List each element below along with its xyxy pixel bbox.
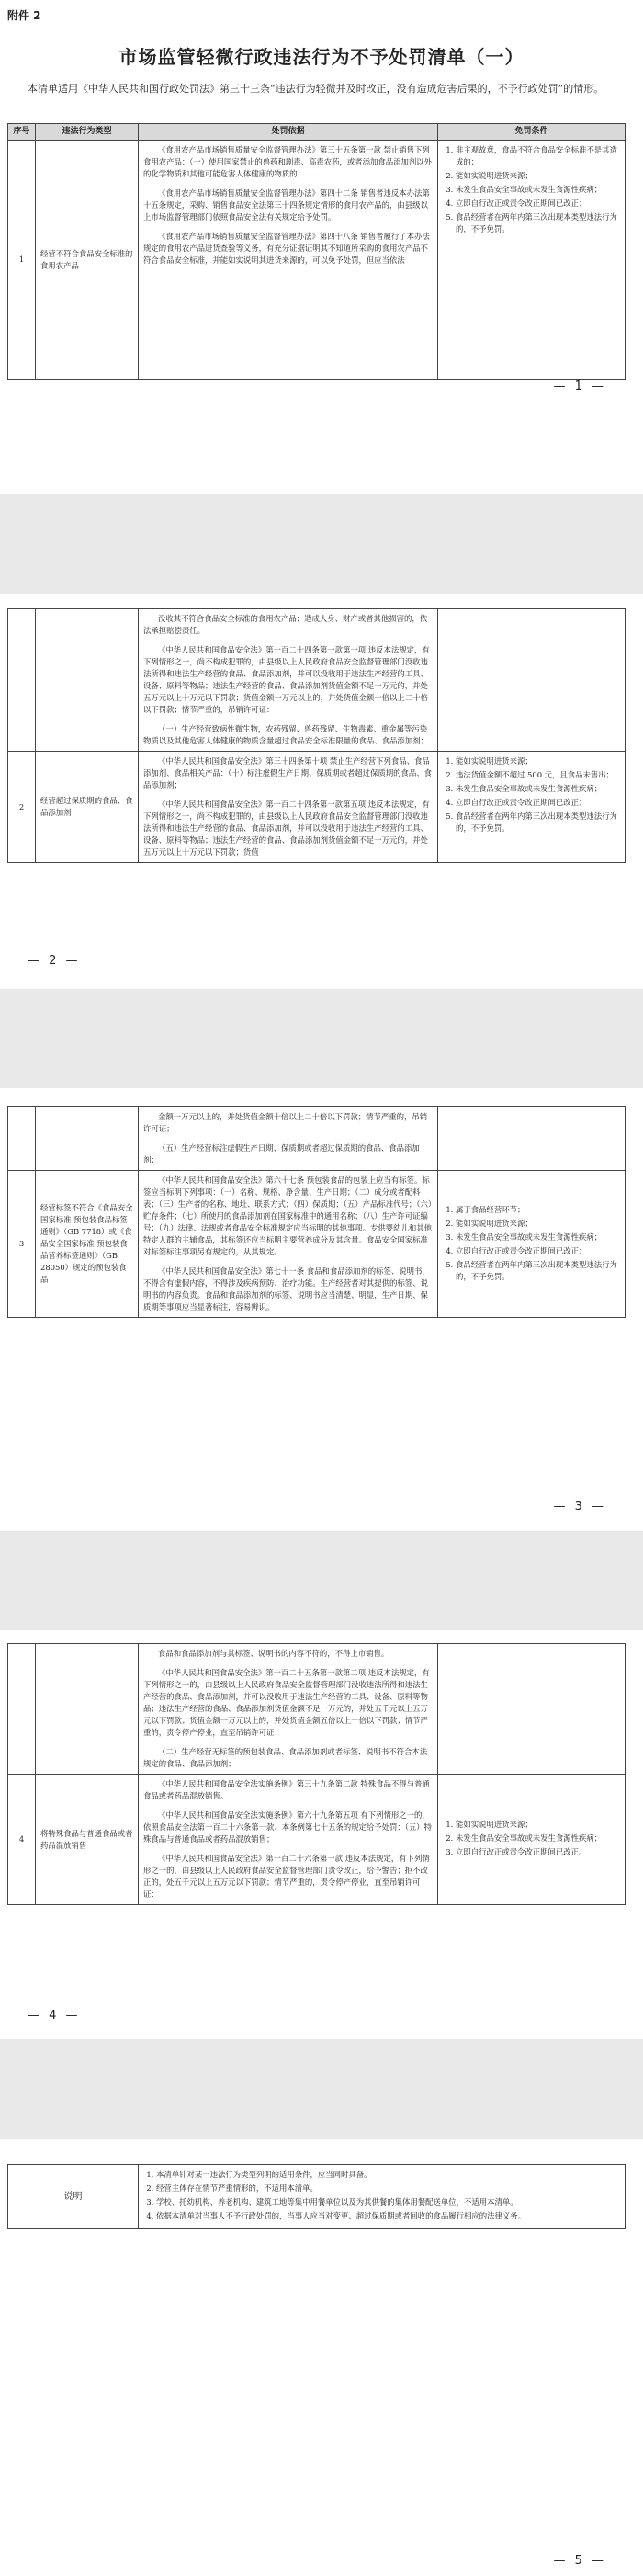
page-number: — 5 — — [553, 2554, 606, 2568]
header-no: 序号 — [8, 124, 36, 141]
basis-paragraph: 《中华人民共和国食品安全法》第七十一条 食品和食品添加剂的标签、说明书，不得含有虚假内容，不得涉及疾病预防、治疗功能。生产经营者对其提供的标签、说明书的内容负责。食品和食品添加剂的标签、说明书应当清楚、明显，生产日期、保质期等事项应当显著标注，容易辨识。 — [143, 1266, 430, 1311]
violation-type: 经营不符合食品安全标准的食用农产品 — [36, 141, 139, 380]
page-gap — [0, 2039, 643, 2139]
basis-paragraph: （一）生产经营致病性微生物，农药残留、兽药残留、生物毒素、重金属等污染物质以及其他危害人体健康的物质含量超过食品安全标准限量的食品、食品添加剂； — [143, 724, 428, 745]
penalty-table-page-3 — [7, 1106, 626, 1318]
table-row — [8, 752, 626, 863]
basis-paragraph: 《中华人民共和国食品安全法》第三十四条第十项 禁止生产经营下列食品、食品添加剂、食品相关产品：（十）标注虚假生产日期、保质期或者超过保质期的食品、食品添加剂； — [143, 756, 433, 789]
condition-item: 5. 食品经营者在两年内第三次出现本类型违法行为的，不予免罚。 — [456, 211, 620, 235]
notes-row — [8, 2165, 626, 2229]
page-gap — [0, 494, 643, 594]
violation-type: 将特殊食品与普通食品或者药品混放销售 — [36, 1775, 139, 1905]
penalty-basis — [139, 1171, 438, 1318]
penalty-basis — [139, 1775, 438, 1905]
table-row-continued — [8, 1107, 626, 1171]
row-number: 2 — [8, 752, 36, 863]
page-2 — [0, 594, 643, 989]
condition-item: 2. 未发生食品安全事故或未发生食源性疾病； — [456, 1833, 620, 1844]
table-row-continued — [8, 609, 626, 752]
basis-paragraph: 《中华人民共和国食品安全法》第一百二十四条第一款第五项 违反本法规定，有下列情形之一，尚不构成犯罪的，由县级以上人民政府食品安全监督管理部门没收违法所得和违法生产经营的食品、食品添加剂，并可以没收用于违法生产经营的工具、设备、原料等物品；违法生产经营的食品、食品添加剂货值金额不足一万元的，并处五万元以上十万元以下罚款；货值 — [143, 800, 430, 857]
attachment-label: 附件 2 — [7, 9, 41, 22]
page-5 — [0, 2139, 643, 2576]
penalty-table-page-4 — [7, 1643, 626, 1905]
basis-paragraph: 《中华人民共和国食品安全法实施条例》第三十九条第二款 特殊食品不得与普通食品或者药品混放销售。 — [143, 1779, 430, 1800]
row-number: 1 — [8, 141, 36, 380]
note-item: 1. 本清单针对某一违法行为类型列明的适用条件，应当同时具备。 — [156, 2169, 620, 2181]
notes-label: 说明 — [8, 2165, 139, 2229]
row-number: 4 — [8, 1775, 36, 1905]
intro-paragraph: 本清单适用《中华人民共和国行政处罚法》第三十三条“违法行为轻微并及时改正，没有造成危害后果的，不予行政处罚”的情形。 — [28, 83, 604, 95]
page-gap — [0, 1531, 643, 1630]
basis-paragraph: 没收其不符合食品安全标准的食用农产品；造成人身、财产或者其他损害的，依法承担赔偿责任。 — [143, 614, 428, 635]
condition-item: 2. 能如实说明进货来源； — [456, 1218, 620, 1230]
basis-paragraph: 《中华人民共和国食品安全法》第一百二十五条第一款第二项 违反本法规定，有下列情形之一的，由县级以上人民政府食品安全监督管理部门没收违法所得和违法生产经营的食品、食品添加剂，并可以没收用于违法生产经营的工具、设备、原料等物品；违法生产经营的食品、食品添加剂货值金额不足一万元的，并处五千元以上五万元以下罚款；货值金额一万元以上的，并处货值金额五倍以上十倍以下罚款；情节严重的，责令停产停业，直至吊销许可证： — [143, 1668, 430, 1737]
row-number: 3 — [8, 1171, 36, 1318]
condition-item: 1. 属于食品经营环节； — [456, 1204, 620, 1216]
basis-paragraph: 《食用农产品市场销售质量安全监督管理办法》第三十五条第一款 禁止销售下列食用农产品：（一）使用国家禁止的兽药和剧毒、高毒农药，或者添加食品添加剂以外的化学物质和其他可能危害人体健康的物质的；…… — [143, 145, 433, 178]
note-item: 2. 经营主体存在情节严重情形的，不适用本清单。 — [156, 2183, 620, 2195]
page-3 — [0, 1088, 643, 1531]
page-gap — [0, 989, 643, 1088]
table-row — [8, 1171, 626, 1318]
page-number: — 1 — — [553, 380, 606, 393]
page-title: 市场监管轻微行政违法行为不予处罚清单（一） — [118, 46, 525, 68]
condition-item: 5. 食品经营者在两年内第三次出现本类型违法行为的，不予免罚。 — [456, 1259, 620, 1283]
violation-type: 经营超过保质期的食品、食品添加剂 — [36, 752, 139, 863]
violation-type: 经营标签不符合《食品安全国家标准 预包装食品标签通则》（GB 7718）或《食品安全国家标准 预包装食品营养标签通则》（GB 28050）规定的预包装食品 — [36, 1171, 139, 1318]
penalty-table-page-2 — [7, 608, 626, 863]
basis-paragraph: （五）生产经营标注虚假生产日期、保质期或者超过保质期的食品、食品添加剂； — [143, 1143, 420, 1164]
penalty-basis — [139, 1107, 438, 1171]
condition-item: 3. 立即自行改正或责令改正期间已改正。 — [456, 1846, 620, 1858]
basis-paragraph: 《中华人民共和国食品安全法实施条例》第六十九条第五项 有下列情形之一的，依照食品安全法第一百二十六条第一款、本条例第七十五条的规定给予处罚：（五）特殊食品与普通食品或者药品混放销售； — [143, 1810, 433, 1844]
condition-item: 4. 立即自行改正或责令改正期间已改正； — [456, 1245, 620, 1257]
condition-item: 1. 能如实说明进货来源； — [456, 755, 620, 767]
header-type: 违法行为类型 — [36, 124, 139, 141]
basis-paragraph: 金额一万元以上的，并处货值金额十倍以上二十倍以下罚款；情节严重的，吊销许可证； — [143, 1112, 428, 1133]
table-row — [8, 1775, 626, 1905]
basis-paragraph: 《中华人民共和国食品安全法》第六十七条 预包装食品的包装上应当有标签。标签应当标明下列事项：（一）名称、规格、净含量、生产日期；（二）成分或者配料表；（三）生产者的名称、地址、联系方式；（四）保质期；（五）产品标准代号；（六）贮存条件；（七）所使用的食品添加剂在国家标准中的通用名称；（八）生产许可证编号；（九）法律、法规或者食品安全标准规定应当标明的其他事项。专供婴幼儿和其他特定人群的主辅食品，其标签还应当标明主要营养成分及其含量。食品安全国家标准对标签标注事项另有规定的，从其规定。 — [143, 1175, 433, 1256]
basis-paragraph: （二）生产经营无标签的预包装食品、食品添加剂或者标签、说明书不符合本法规定的食品、食品添加剂； — [143, 1747, 428, 1768]
penalty-basis — [139, 752, 438, 863]
table-header-row — [8, 124, 626, 141]
header-conditions: 免罚条件 — [438, 124, 626, 141]
basis-paragraph: 《中华人民共和国食品安全法》第一百二十四条第一款第一项 违反本法规定，有下列情形之一，尚不构成犯罪的，由县级以上人民政府食品安全监督管理部门没收违法所得和违法生产经营的食品、食品添加剂，并可以没收用于违法生产经营的工具、设备、原料等物品；违法生产经营的食品、食品添加剂货值金额不足一万元的，并处五万元以上十万元以下罚款；货值金额一万元以上的，并处货值金额十倍以上二十倍以下罚款；情节严重的，吊销许可证： — [143, 645, 430, 714]
table-row — [8, 141, 626, 380]
condition-item: 2. 能如实说明进货来源； — [456, 170, 620, 182]
basis-paragraph: 《食用农产品市场销售质量安全监督管理办法》第四十八条 销售者履行了本办法规定的食用农产品进货查验等义务，有充分证据证明其不知道所采购的食用农产品不符合食品安全标准，并能如实说明其进货来源的，可以免予处罚，但应当依法 — [143, 232, 430, 265]
penalty-basis — [139, 1644, 438, 1775]
note-item: 4. 依据本清单对当事人不予行政处罚的，当事人应当对变更、超过保质期或者回收的食品履行相应的法律义务。 — [156, 2210, 620, 2222]
table-row-continued — [8, 1644, 626, 1775]
penalty-basis — [139, 609, 438, 752]
condition-item: 1. 非主观故意，食品不符合食品安全标准不是其造成的； — [456, 144, 620, 168]
exemption-conditions — [438, 1171, 626, 1318]
page-number: — 2 — — [28, 954, 81, 968]
condition-item: 1. 能如实说明进货来源； — [456, 1819, 620, 1831]
basis-paragraph: 《中华人民共和国食品安全法》第一百二十六条第一款 违反本法规定，有下列情形之一的，由县级以上人民政府食品安全监督管理部门责令改正，给予警告；拒不改正的，处五千元以上五万元以下罚款；情节严重的，责令停产停业，直至吊销许可证： — [143, 1854, 430, 1899]
penalty-basis — [139, 141, 438, 380]
page-4 — [0, 1630, 643, 2039]
exemption-conditions — [438, 752, 626, 863]
notes-table — [7, 2164, 626, 2229]
condition-item: 3. 未发生食品安全事故或未发生食源性疾病； — [456, 1231, 620, 1243]
penalty-table-page-1 — [7, 123, 626, 380]
condition-item: 3. 未发生食品安全事故或未发生食源性疾病； — [456, 783, 620, 795]
basis-paragraph: 食品和食品添加剂与其标签、说明书的内容不符的，不得上市销售。 — [158, 1649, 389, 1658]
basis-paragraph: 《食用农产品市场销售质量安全监督管理办法》第四十二条 销售者违反本办法第十五条规定，采购、销售食品安全法第三十四条规定情形的食用农产品的，由县级以上市场监督管理部门依照食品安全法有关规定给予处罚。 — [143, 188, 430, 221]
condition-item: 4. 立即自行改正或责令改正期间已改正； — [456, 198, 620, 210]
notes-content — [139, 2165, 626, 2229]
condition-item: 2. 违法货值金额不超过 500 元，且食品未售出； — [456, 769, 620, 781]
header-basis: 处罚依据 — [139, 124, 438, 141]
condition-item: 4. 立即自行改正或责令改正期间已改正； — [456, 797, 620, 809]
condition-item: 3. 未发生食品安全事故或未发生食源性疾病； — [456, 184, 620, 196]
exemption-conditions — [438, 141, 626, 380]
page-1 — [0, 0, 643, 494]
exemption-conditions — [438, 1775, 626, 1905]
note-item: 3. 学校、托幼机构、养老机构、建筑工地等集中用餐单位以及为其供餐的集体用餐配送单位，不适用本清单。 — [156, 2196, 620, 2208]
condition-item: 5. 食品经营者在两年内第三次出现本类型违法行为的，不予免罚。 — [456, 811, 620, 834]
page-number: — 3 — — [553, 1500, 606, 1514]
page-number: — 4 — — [28, 2009, 81, 2023]
